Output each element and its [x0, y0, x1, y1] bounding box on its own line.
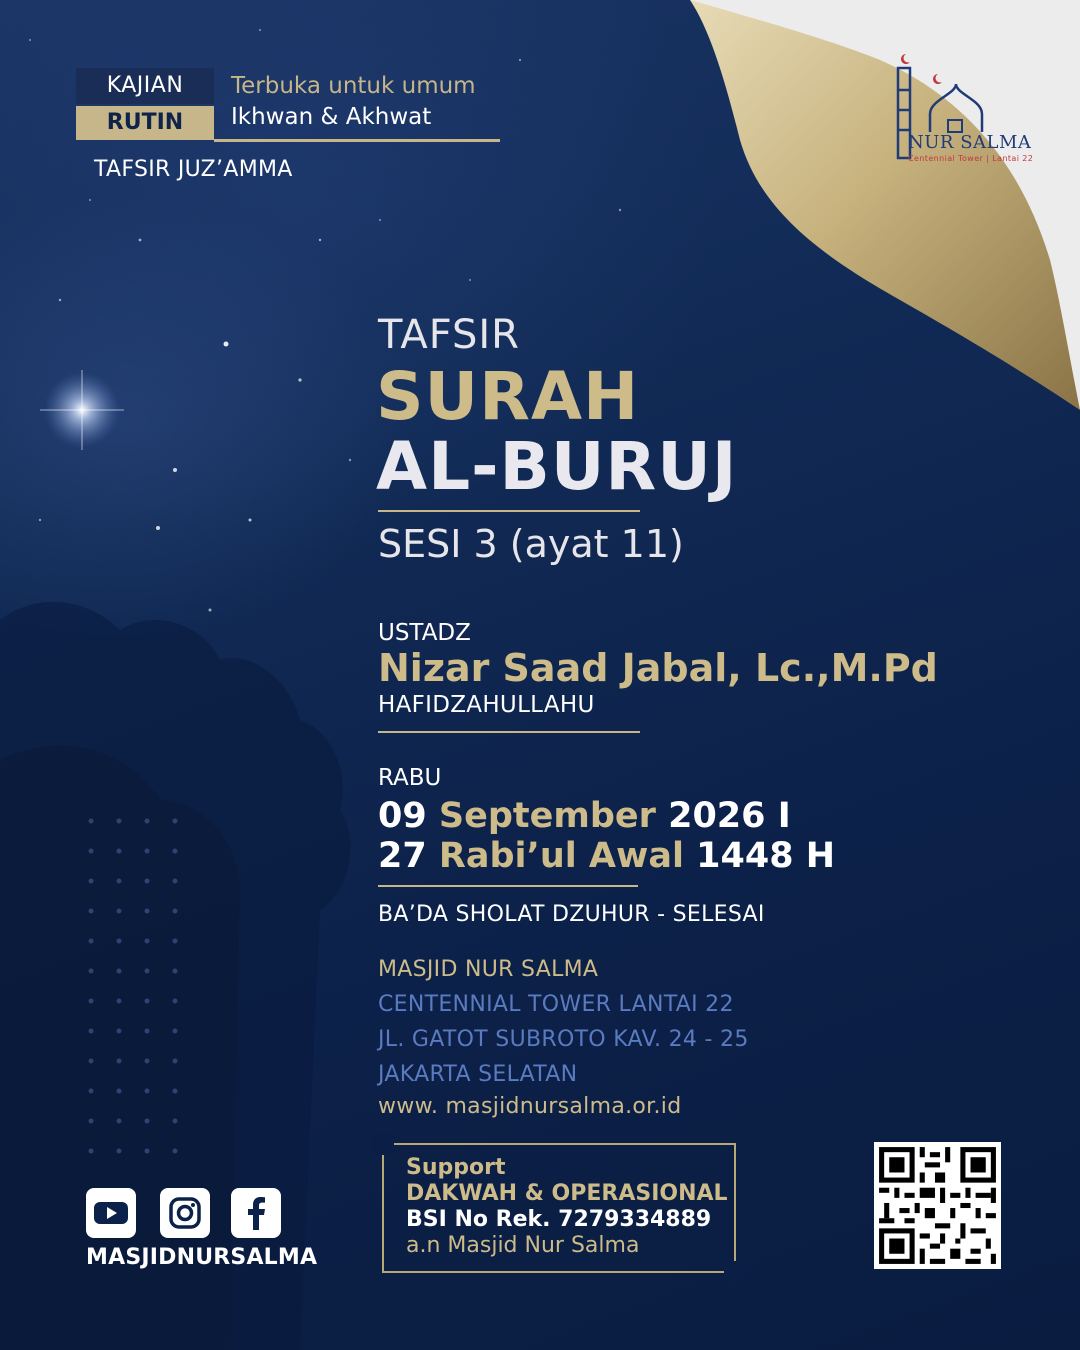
- hijri-day: 27: [378, 836, 427, 876]
- facebook-glyph: [231, 1188, 281, 1238]
- event-time: BA’DA SHOLAT DZUHUR - SELESAI: [378, 902, 765, 927]
- session-text: SESI 3 (ayat 11): [378, 522, 684, 566]
- speaker-label: USTADZ: [378, 620, 471, 646]
- instagram-glyph: [160, 1188, 210, 1238]
- speaker-divider: [378, 731, 640, 733]
- title-surah: SURAH: [376, 358, 640, 435]
- speaker-name: Nizar Saad Jabal, Lc.,M.Pd: [378, 646, 938, 690]
- venue-building: CENTENNIAL TOWER LANTAI 22: [378, 992, 734, 1017]
- support-title: Support: [406, 1155, 506, 1180]
- logo-name: NUR SALMA: [908, 132, 1032, 153]
- date-day: 09: [378, 796, 427, 836]
- date-divider: [378, 885, 638, 887]
- gregorian-date: [378, 796, 791, 836]
- support-box-corner: [372, 1133, 394, 1155]
- qr-code-icon: [874, 1142, 1001, 1269]
- date-separator: I: [777, 796, 791, 836]
- speaker-honorific: HAFIDZAHULLAHU: [378, 692, 595, 718]
- hijri-year: 1448 H: [696, 836, 836, 876]
- website-link[interactable]: www. masjidnursalma.or.id: [378, 1094, 682, 1119]
- title-divider: [378, 510, 640, 512]
- hijri-month: Rabi’ul Awal: [438, 836, 684, 876]
- qr-code[interactable]: [874, 1142, 1001, 1269]
- venue-city: JAKARTA SELATAN: [378, 1062, 578, 1087]
- venue-street: JL. GATOT SUBROTO KAV. 24 - 25: [378, 1027, 749, 1052]
- instagram-icon[interactable]: [160, 1188, 210, 1238]
- social-handle: MASJIDNURSALMA: [86, 1245, 318, 1270]
- rutin-label: RUTIN: [76, 106, 214, 140]
- dot-grid-decoration: [86, 816, 196, 1166]
- kajian-label: KAJIAN: [76, 68, 214, 104]
- date-year: 2026: [668, 796, 766, 836]
- hijri-date: [378, 836, 835, 876]
- logo-subtitle: Centennial Tower | Lantai 22: [908, 154, 1034, 163]
- series-title: TAFSIR JUZ’AMMA: [94, 157, 293, 182]
- account-holder: a.n Masjid Nur Salma: [406, 1233, 640, 1258]
- support-box-corner: [724, 1261, 746, 1283]
- audience-text: Ikhwan & Akhwat: [231, 104, 432, 130]
- event-day: RABU: [378, 765, 442, 791]
- youtube-glyph: [86, 1188, 136, 1238]
- date-month: September: [438, 796, 656, 836]
- bank-account: BSI No Rek. 7279334889: [406, 1207, 712, 1232]
- kajian-badge: [76, 68, 214, 140]
- title-tafsir: TAFSIR: [378, 312, 520, 358]
- venue-name: MASJID NUR SALMA: [378, 957, 599, 982]
- title-surah-name: AL-BURUJ: [376, 428, 738, 505]
- header-divider: [214, 139, 500, 142]
- open-for-public-text: Terbuka untuk umum: [231, 73, 476, 99]
- facebook-icon[interactable]: [231, 1188, 281, 1238]
- support-purpose: DAKWAH & OPERASIONAL: [406, 1181, 728, 1206]
- youtube-icon[interactable]: [86, 1188, 136, 1238]
